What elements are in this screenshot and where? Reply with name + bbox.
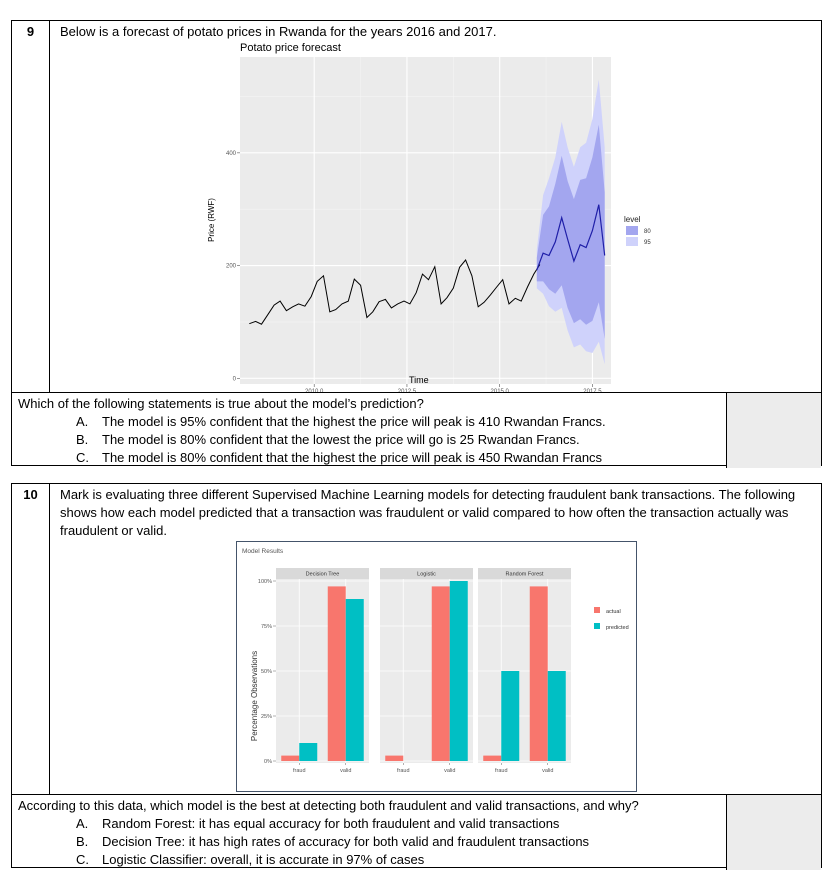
bar-actual: [281, 756, 299, 761]
chart-title: Potato price forecast: [240, 42, 341, 54]
question-prompt: Below is a forecast of potato prices in Rwanda for the years 2016 and 2017.: [60, 24, 497, 39]
option-b[interactable]: [18, 833, 721, 851]
option-text: The model is 80% confident that the lowest the price will go is 25 Rwandan Francs.: [102, 432, 580, 447]
legend-label: 95: [644, 240, 651, 246]
y-tick-label: 200: [225, 263, 236, 270]
question-text: [18, 395, 721, 467]
option-text: The model is 95% confident that the highest the price will peak is 410 Rwandan Francs.: [102, 414, 606, 429]
legend-label: predicted: [606, 625, 629, 631]
answer-box[interactable]: [726, 795, 821, 870]
x-tick-label: 2010.0: [305, 389, 324, 395]
question-stem: According to this data, which model is the best at detecting both fraudulent and valid transactions, and why?: [18, 798, 639, 813]
question-stem: Which of the following statements is true about the model’s prediction?: [18, 396, 424, 411]
option-a[interactable]: [18, 413, 721, 431]
forecast-chart: [204, 40, 684, 395]
legend-swatch: [626, 226, 638, 235]
bar-actual: [385, 756, 403, 761]
legend-title: level: [624, 215, 641, 224]
bar-predicted: [548, 671, 566, 761]
model-results-chart: [236, 541, 638, 793]
y-axis-label: Percentage Observations: [250, 650, 259, 742]
bar-actual: [530, 586, 548, 761]
option-c[interactable]: [18, 449, 721, 467]
y-tick-label: 50%: [260, 669, 272, 675]
x-tick-label: valid: [542, 768, 554, 774]
chart-panels: [258, 568, 571, 774]
question-9: [11, 20, 822, 466]
x-tick-label: fraud: [494, 768, 508, 774]
facet-label: Logistic: [417, 571, 436, 578]
y-tick-label: 25%: [260, 714, 272, 720]
bar-actual: [432, 586, 450, 761]
chart-title: Model Results: [242, 548, 284, 555]
option-b[interactable]: [18, 431, 721, 449]
y-axis-label: Price (RWF): [207, 198, 216, 242]
option-a[interactable]: [18, 815, 721, 833]
question-number: 10: [12, 484, 50, 794]
option-letter: C.: [76, 450, 89, 465]
option-letter: B.: [76, 432, 89, 447]
option-text: Random Forest: it has equal accuracy for both fraudulent and valid transactions: [102, 816, 560, 831]
legend-label: 80: [644, 229, 651, 235]
legend: [624, 215, 651, 246]
bar-predicted: [299, 743, 317, 761]
y-tick-label: 400: [225, 150, 236, 157]
option-text: Logistic Classifier: overall, it is accurate in 97% of cases: [102, 852, 425, 867]
question-number: 9: [12, 21, 50, 392]
y-tick-label: 0: [232, 376, 236, 383]
option-text: The model is 80% confident that the highest the price will peak is 450 Rwandan Francs: [102, 450, 603, 465]
question-footer: [12, 392, 821, 468]
x-axis-label: Time: [409, 375, 429, 385]
y-tick-label: 100%: [257, 579, 272, 585]
legend-label: actual: [606, 609, 621, 615]
facet-label: Random Forest: [505, 571, 544, 578]
x-tick-label: 2017.5: [583, 389, 602, 395]
legend-swatch: [594, 607, 600, 613]
x-tick-label: valid: [340, 768, 352, 774]
option-letter: A.: [76, 414, 89, 429]
question-text: [18, 797, 721, 869]
answer-box[interactable]: [726, 393, 821, 468]
option-c[interactable]: [18, 851, 721, 869]
bar-predicted: [346, 599, 364, 761]
question-prompt: Mark is evaluating three different Supervised Machine Learning models for detecting fraudulent bank transactions. The following shows how each model predicted that a transaction was fraudulent or valid compared to how often the transaction actually was fraudulent or valid.: [60, 487, 796, 538]
x-tick-label: fraud: [396, 768, 410, 774]
bar-predicted: [501, 671, 519, 761]
y-tick-label: 75%: [260, 624, 272, 630]
x-tick-label: fraud: [292, 768, 306, 774]
question-10: [11, 483, 822, 868]
y-tick-label: 0%: [264, 759, 272, 765]
x-tick-label: valid: [444, 768, 456, 774]
x-tick-label: 2012.5: [397, 389, 417, 395]
question-footer: [12, 794, 821, 870]
legend-swatch: [594, 623, 600, 629]
x-tick-label: 2015.0: [490, 389, 509, 395]
facet-label: Decision Tree: [305, 571, 340, 578]
option-letter: C.: [76, 852, 89, 867]
legend-swatch: [626, 237, 638, 246]
option-letter: B.: [76, 834, 89, 849]
option-letter: A.: [76, 816, 89, 831]
option-text: Decision Tree: it has high rates of accuracy for both valid and fraudulent transactions: [102, 834, 590, 849]
bar-actual: [483, 756, 501, 761]
bar-predicted: [450, 581, 468, 761]
bar-actual: [328, 586, 346, 761]
